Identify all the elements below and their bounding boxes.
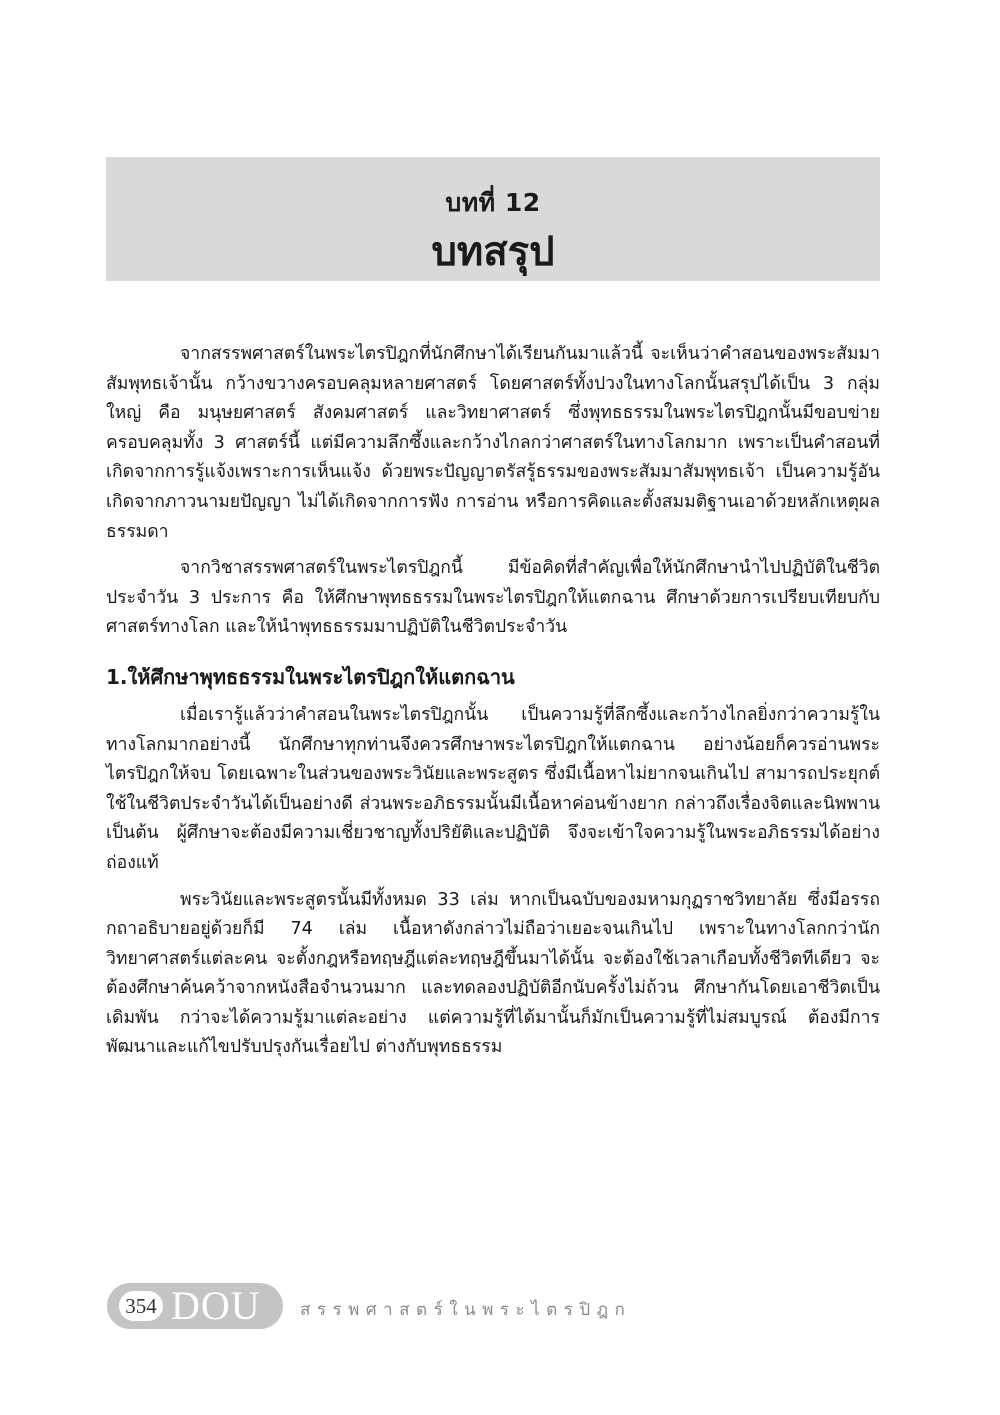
section-paragraph-2: พระวินัยและพระสูตรนั้นมีทั้งหมด 33 เล่ม หากเป็นฉบับของมหามกุฏราชวิทยาลัย ซึ่งมีอรรถกถาอธิบายอยู่ด้วยก็มี 74 เล่ม เนื้อหาดังกล่าวไม่ถือว่าเยอะจนเกินไป เพราะในทางโลกกว่านักวิทยาศาสตร์แต่ละคน จะตั้งกฎหรือทฤษฎีแต่ละทฤษฎีขึ้นมาได้นั้น จะต้องใช้เวลาเกือบทั้งชีวิตทีเดียว จะต้องศึกษาค้นคว้าจากหนังสือจำนวนมาก และทดลองปฏิบัติอีกนับครั้งไม่ถ้วน ศึกษากันโดยเอาชีวิตเป็นเดิมพัน กว่าจะได้ความรู้มาแต่ละอย่าง แต่ความรู้ที่ได้มานั้นก็มักเป็นความรู้ที่ไม่สมบูรณ์ ต้องมีการพัฒนาและแก้ไขปรับปรุงกันเรื่อยไป ต่างกับพุทธธรรม bbox=[106, 889, 880, 1058]
footer-badge bbox=[107, 1283, 283, 1329]
running-footer-title: สรรพศาสตร์ในพระไตรปิฎก bbox=[300, 1300, 632, 1320]
intro-paragraph-2: จากวิชาสรรพศาสตร์ในพระไตรปิฎกนี้ มีข้อคิดที่สำคัญเพื่อให้นักศึกษานำไปปฏิบัติในชีวิตประจำวัน 3 ประการ คือ ให้ศึกษาพุทธธรรมในพระไตรปิฎกให้แตกฉาน ศึกษาด้วยการเปรียบเทียบกับศาสตร์ทางโลก และให้นำพุทธธรรมมาปฏิบัติในชีวิตประจำวัน bbox=[106, 558, 880, 638]
chapter-title: บทสรุป bbox=[431, 229, 555, 275]
page-number: 354 bbox=[119, 1291, 163, 1321]
section-paragraph-1: เมื่อเรารู้แล้วว่าคำสอนในพระไตรปิฎกนั้น เป็นความรู้ที่ลึกซึ้งและกว้างไกลยิ่งกว่าความรู้ในทางโลกมากอย่างนี้ นักศึกษาทุกท่านจึงควรศึกษาพระไตรปิฎกให้แตกฉาน อย่างน้อยก็ควรอ่านพระไตรปิฎกให้จบ โดยเฉพาะในส่วนของพระวินัยและพระสูตร ซึ่งมีเนื้อหาไม่ยากจนเกินไป สามารถประยุกต์ใช้ในชีวิตประจำวันได้เป็นอย่างดี ส่วนพระอภิธรรมนั้นมีเนื้อหาค่อนข้างยาก กล่าวถึงเรื่องจิตและนิพพานเป็นต้น ผู้ศึกษาจะต้องมีความเชี่ยวชาญทั้งปริยัติและปฏิบัติ จึงจะเข้าใจความรู้ในพระอภิธรรมได้อย่างถ่องแท้ bbox=[106, 704, 880, 873]
section-heading: 1.ให้ศึกษาพุทธธรรมในพระไตรปิฎกให้แตกฉาน bbox=[106, 664, 515, 689]
chapter-number: บทที่ 12 bbox=[445, 188, 541, 217]
intro-paragraph-1: จากสรรพศาสตร์ในพระไตรปิฎกที่นักศึกษาได้เรียนกันมาแล้วนี้ จะเห็นว่าคำสอนของพระสัมมาสัมพุทธเจ้านั้น กว้างขวางครอบคลุมหลายศาสตร์ โดยศาสตร์ทั้งปวงในทางโลกนั้นสรุปได้เป็น 3 กลุ่มใหญ่ คือ มนุษยศาสตร์ สังคมศาสตร์ และวิทยาศาสตร์ ซึ่งพุทธธรรมในพระไตรปิฎกนั้นมีขอบข่ายครอบคลุมทั้ง 3 ศาสตร์นี้ แต่มีความลึกซึ้งและกว้างไกลกว่าศาสตร์ในทางโลกมาก เพราะเป็นคำสอนที่เกิดจากการรู้แจ้งเพราะการเห็นแจ้ง ด้วยพระปัญญาตรัสรู้ธรรมของพระสัมมาสัมพุทธเจ้า เป็นความรู้อันเกิดจากภาวนามยปัญญา ไม่ได้เกิดจากการฟัง การอ่าน หรือการคิดและตั้งสมมติฐานเอาด้วยหลักเหตุผลธรรมดา bbox=[106, 344, 880, 542]
dou-logo: DOU bbox=[171, 1283, 261, 1328]
chapter-banner bbox=[106, 157, 880, 281]
page-body bbox=[106, 340, 880, 1063]
